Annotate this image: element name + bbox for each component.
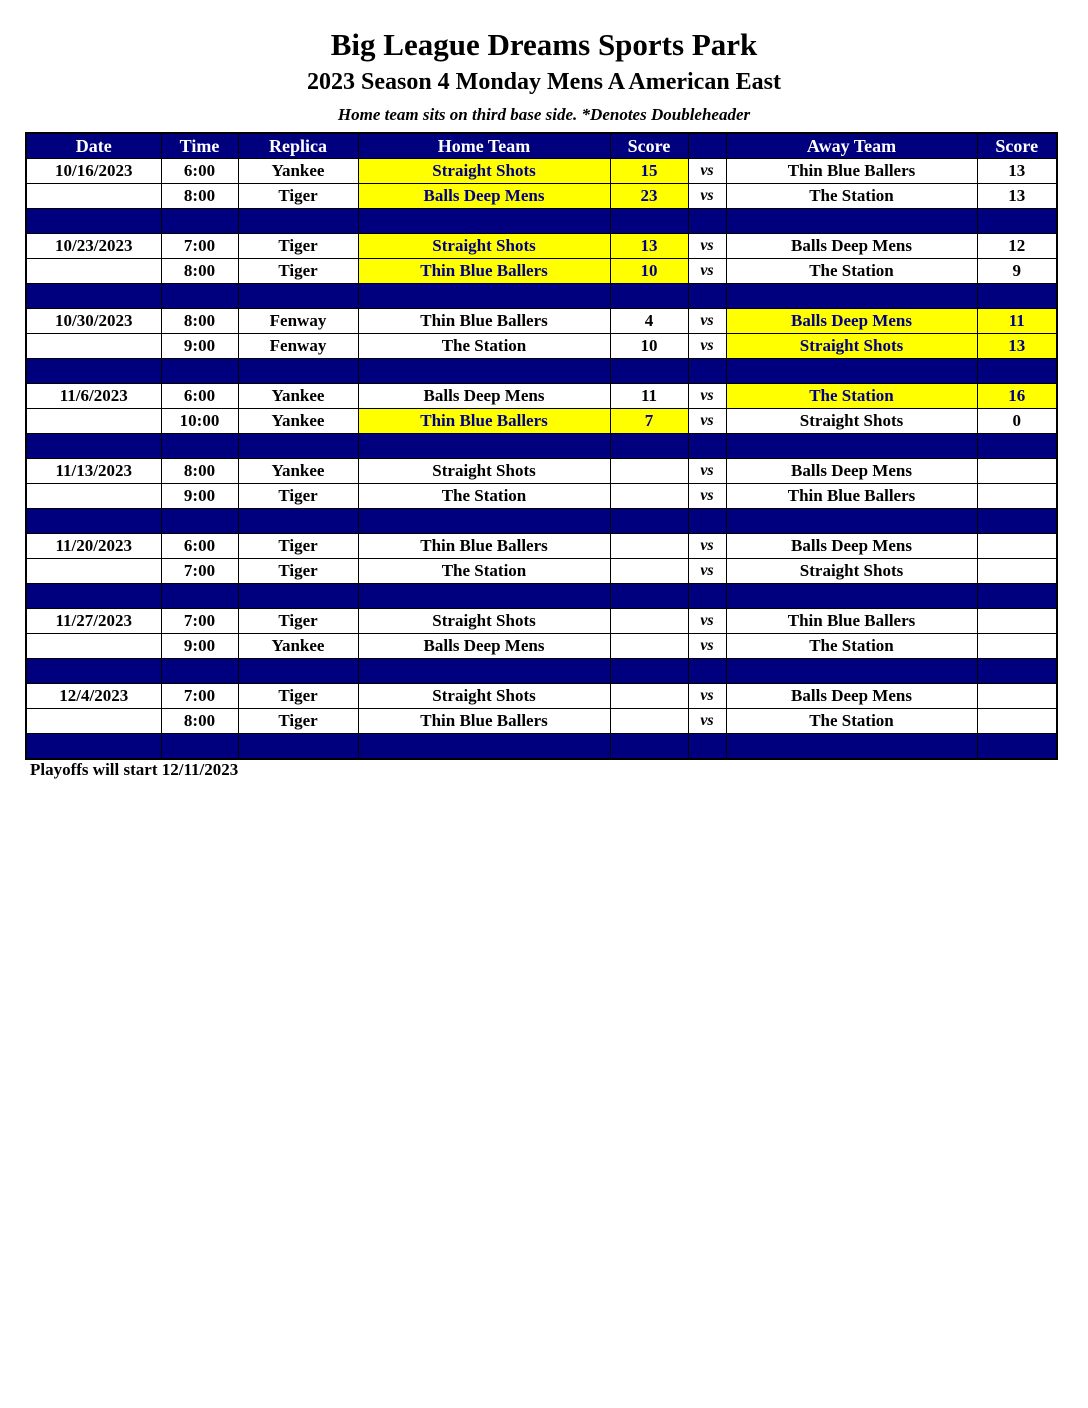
game-date xyxy=(26,334,161,359)
home-team: The Station xyxy=(358,484,610,509)
separator-cell xyxy=(358,359,610,384)
away-score xyxy=(977,484,1057,509)
vs-label: vs xyxy=(688,459,726,484)
separator-cell xyxy=(161,434,238,459)
home-score: 10 xyxy=(610,259,688,284)
home-score xyxy=(610,484,688,509)
away-score: 13 xyxy=(977,159,1057,184)
separator-cell xyxy=(726,584,977,609)
home-score: 23 xyxy=(610,184,688,209)
vs-label: vs xyxy=(688,609,726,634)
home-team: Straight Shots xyxy=(358,609,610,634)
away-score xyxy=(977,634,1057,659)
separator-cell xyxy=(161,734,238,760)
game-time: 9:00 xyxy=(161,334,238,359)
home-team: Balls Deep Mens xyxy=(358,184,610,209)
page-subtitle: 2023 Season 4 Monday Mens A American East xyxy=(306,69,782,95)
separator-cell xyxy=(238,284,358,309)
vs-label: vs xyxy=(688,309,726,334)
table-row xyxy=(26,259,1057,284)
separator-cell xyxy=(726,434,977,459)
home-score xyxy=(610,559,688,584)
separator-cell xyxy=(238,584,358,609)
away-score xyxy=(977,709,1057,734)
home-team: Thin Blue Ballers xyxy=(358,409,610,434)
separator-cell xyxy=(610,659,688,684)
page-title: Big League Dreams Sports Park xyxy=(330,27,758,62)
vs-label: vs xyxy=(688,384,726,409)
game-date xyxy=(26,184,161,209)
game-field: Yankee xyxy=(238,384,358,409)
separator-cell xyxy=(610,209,688,234)
column-header-replica: Replica xyxy=(238,133,358,159)
separator-cell xyxy=(977,434,1057,459)
separator-cell xyxy=(977,734,1057,760)
home-team: The Station xyxy=(358,559,610,584)
vs-label: vs xyxy=(688,184,726,209)
game-field: Tiger xyxy=(238,709,358,734)
column-header-home-score: Score xyxy=(610,133,688,159)
game-date xyxy=(26,259,161,284)
game-date: 10/23/2023 xyxy=(26,234,161,259)
home-team: Straight Shots xyxy=(358,459,610,484)
separator-cell xyxy=(26,284,161,309)
home-score xyxy=(610,534,688,559)
home-score xyxy=(610,609,688,634)
away-score xyxy=(977,684,1057,709)
week-separator-row xyxy=(26,659,1057,684)
separator-cell xyxy=(358,284,610,309)
game-field: Yankee xyxy=(238,409,358,434)
separator-cell xyxy=(977,359,1057,384)
home-team: Thin Blue Ballers xyxy=(358,259,610,284)
home-team: The Station xyxy=(358,334,610,359)
header-row xyxy=(26,133,1057,159)
table-row xyxy=(26,309,1057,334)
game-field: Tiger xyxy=(238,609,358,634)
table-row xyxy=(26,709,1057,734)
game-field: Tiger xyxy=(238,484,358,509)
separator-cell xyxy=(688,584,726,609)
separator-cell xyxy=(610,284,688,309)
week-separator-row xyxy=(26,209,1057,234)
game-field: Fenway xyxy=(238,334,358,359)
separator-cell xyxy=(161,359,238,384)
week-separator-row xyxy=(26,734,1057,760)
separator-cell xyxy=(26,209,161,234)
game-date: 11/13/2023 xyxy=(26,459,161,484)
separator-cell xyxy=(977,209,1057,234)
away-team: The Station xyxy=(726,384,977,409)
home-score: 11 xyxy=(610,384,688,409)
separator-cell xyxy=(238,509,358,534)
table-row xyxy=(26,234,1057,259)
away-score: 11 xyxy=(977,309,1057,334)
game-time: 8:00 xyxy=(161,259,238,284)
column-header-away-team: Away Team xyxy=(726,133,977,159)
game-time: 8:00 xyxy=(161,459,238,484)
separator-cell xyxy=(977,509,1057,534)
away-team: Balls Deep Mens xyxy=(726,459,977,484)
away-team: Balls Deep Mens xyxy=(726,534,977,559)
home-team: Straight Shots xyxy=(358,159,610,184)
separator-cell xyxy=(161,584,238,609)
home-score: 10 xyxy=(610,334,688,359)
away-score xyxy=(977,609,1057,634)
separator-cell xyxy=(688,509,726,534)
separator-cell xyxy=(726,284,977,309)
separator-cell xyxy=(688,284,726,309)
separator-cell xyxy=(688,659,726,684)
separator-cell xyxy=(726,734,977,760)
home-team: Balls Deep Mens xyxy=(358,384,610,409)
game-field: Yankee xyxy=(238,159,358,184)
separator-cell xyxy=(610,584,688,609)
home-score xyxy=(610,709,688,734)
game-time: 6:00 xyxy=(161,534,238,559)
separator-cell xyxy=(610,509,688,534)
separator-cell xyxy=(726,209,977,234)
away-score xyxy=(977,534,1057,559)
vs-label: vs xyxy=(688,709,726,734)
game-field: Yankee xyxy=(238,459,358,484)
away-team: The Station xyxy=(726,709,977,734)
separator-cell xyxy=(238,659,358,684)
game-date: 10/16/2023 xyxy=(26,159,161,184)
game-date: 11/27/2023 xyxy=(26,609,161,634)
away-team: Thin Blue Ballers xyxy=(726,609,977,634)
game-date xyxy=(26,409,161,434)
separator-cell xyxy=(688,434,726,459)
column-header-date: Date xyxy=(26,133,161,159)
week-separator-row xyxy=(26,509,1057,534)
vs-label: vs xyxy=(688,409,726,434)
week-separator-row xyxy=(26,284,1057,309)
home-score: 13 xyxy=(610,234,688,259)
separator-cell xyxy=(26,734,161,760)
vs-label: vs xyxy=(688,484,726,509)
vs-label: vs xyxy=(688,634,726,659)
separator-cell xyxy=(688,359,726,384)
vs-label: vs xyxy=(688,534,726,559)
game-time: 8:00 xyxy=(161,309,238,334)
separator-cell xyxy=(238,209,358,234)
home-score: 7 xyxy=(610,409,688,434)
table-row xyxy=(26,459,1057,484)
separator-cell xyxy=(358,734,610,760)
table-row xyxy=(26,609,1057,634)
week-separator-row xyxy=(26,584,1057,609)
separator-cell xyxy=(977,284,1057,309)
away-team: The Station xyxy=(726,184,977,209)
separator-cell xyxy=(161,659,238,684)
vs-label: vs xyxy=(688,334,726,359)
game-field: Tiger xyxy=(238,684,358,709)
separator-cell xyxy=(26,584,161,609)
game-field: Yankee xyxy=(238,634,358,659)
separator-cell xyxy=(726,659,977,684)
separator-cell xyxy=(26,509,161,534)
table-row xyxy=(26,409,1057,434)
separator-cell xyxy=(161,209,238,234)
table-row xyxy=(26,634,1057,659)
separator-cell xyxy=(161,284,238,309)
column-header-home-team: Home Team xyxy=(358,133,610,159)
game-date: 11/6/2023 xyxy=(26,384,161,409)
doubleheader-note: Home team sits on third base side. *Denotes Doubleheader xyxy=(337,105,751,124)
game-time: 8:00 xyxy=(161,709,238,734)
home-team: Thin Blue Ballers xyxy=(358,709,610,734)
table-row xyxy=(26,159,1057,184)
separator-cell xyxy=(688,734,726,760)
game-date xyxy=(26,634,161,659)
home-team: Straight Shots xyxy=(358,684,610,709)
table-row xyxy=(26,334,1057,359)
game-time: 7:00 xyxy=(161,609,238,634)
separator-cell xyxy=(358,434,610,459)
separator-cell xyxy=(238,359,358,384)
away-team: Balls Deep Mens xyxy=(726,309,977,334)
separator-cell xyxy=(977,584,1057,609)
table-row xyxy=(26,559,1057,584)
separator-cell xyxy=(688,209,726,234)
game-time: 9:00 xyxy=(161,634,238,659)
game-field: Tiger xyxy=(238,184,358,209)
table-row xyxy=(26,684,1057,709)
separator-cell xyxy=(161,509,238,534)
game-time: 7:00 xyxy=(161,684,238,709)
away-team: The Station xyxy=(726,259,977,284)
game-time: 9:00 xyxy=(161,484,238,509)
game-date: 12/4/2023 xyxy=(26,684,161,709)
separator-cell xyxy=(26,434,161,459)
separator-cell xyxy=(610,734,688,760)
column-header-time: Time xyxy=(161,133,238,159)
table-row xyxy=(26,184,1057,209)
game-field: Tiger xyxy=(238,234,358,259)
separator-cell xyxy=(610,434,688,459)
week-separator-row xyxy=(26,434,1057,459)
game-date xyxy=(26,484,161,509)
separator-cell xyxy=(610,359,688,384)
game-time: 8:00 xyxy=(161,184,238,209)
home-score xyxy=(610,684,688,709)
separator-cell xyxy=(358,209,610,234)
separator-cell xyxy=(358,584,610,609)
vs-label: vs xyxy=(688,684,726,709)
home-team: Balls Deep Mens xyxy=(358,634,610,659)
home-team: Thin Blue Ballers xyxy=(358,309,610,334)
column-header-away-score: Score xyxy=(977,133,1057,159)
home-team: Straight Shots xyxy=(358,234,610,259)
separator-cell xyxy=(358,659,610,684)
separator-cell xyxy=(26,659,161,684)
game-field: Tiger xyxy=(238,259,358,284)
table-row xyxy=(26,534,1057,559)
separator-cell xyxy=(238,434,358,459)
home-score: 4 xyxy=(610,309,688,334)
away-team: Balls Deep Mens xyxy=(726,684,977,709)
separator-cell xyxy=(726,509,977,534)
separator-cell xyxy=(358,509,610,534)
home-team: Thin Blue Ballers xyxy=(358,534,610,559)
column-header-vs xyxy=(688,133,726,159)
vs-label: vs xyxy=(688,234,726,259)
separator-cell xyxy=(977,659,1057,684)
away-team: Balls Deep Mens xyxy=(726,234,977,259)
game-time: 10:00 xyxy=(161,409,238,434)
table-row xyxy=(26,384,1057,409)
away-team: The Station xyxy=(726,634,977,659)
home-score xyxy=(610,459,688,484)
home-score: 15 xyxy=(610,159,688,184)
schedule-body xyxy=(26,159,1057,760)
away-score: 13 xyxy=(977,184,1057,209)
away-team: Straight Shots xyxy=(726,559,977,584)
away-score xyxy=(977,459,1057,484)
game-date xyxy=(26,709,161,734)
week-separator-row xyxy=(26,359,1057,384)
table-row xyxy=(26,484,1057,509)
away-score: 16 xyxy=(977,384,1057,409)
away-team: Thin Blue Ballers xyxy=(726,159,977,184)
vs-label: vs xyxy=(688,559,726,584)
away-score: 12 xyxy=(977,234,1057,259)
away-score: 13 xyxy=(977,334,1057,359)
schedule-table xyxy=(25,132,1058,760)
away-team: Straight Shots xyxy=(726,334,977,359)
game-date xyxy=(26,559,161,584)
away-team: Straight Shots xyxy=(726,409,977,434)
separator-cell xyxy=(26,359,161,384)
game-time: 7:00 xyxy=(161,559,238,584)
game-time: 6:00 xyxy=(161,384,238,409)
home-score xyxy=(610,634,688,659)
game-field: Fenway xyxy=(238,309,358,334)
vs-label: vs xyxy=(688,159,726,184)
away-score: 0 xyxy=(977,409,1057,434)
separator-cell xyxy=(238,734,358,760)
away-score: 9 xyxy=(977,259,1057,284)
away-team: Thin Blue Ballers xyxy=(726,484,977,509)
game-field: Tiger xyxy=(238,559,358,584)
playoffs-note: Playoffs will start 12/11/2023 xyxy=(30,760,239,779)
separator-cell xyxy=(726,359,977,384)
game-date: 10/30/2023 xyxy=(26,309,161,334)
away-score xyxy=(977,559,1057,584)
game-date: 11/20/2023 xyxy=(26,534,161,559)
game-time: 7:00 xyxy=(161,234,238,259)
game-field: Tiger xyxy=(238,534,358,559)
vs-label: vs xyxy=(688,259,726,284)
game-time: 6:00 xyxy=(161,159,238,184)
